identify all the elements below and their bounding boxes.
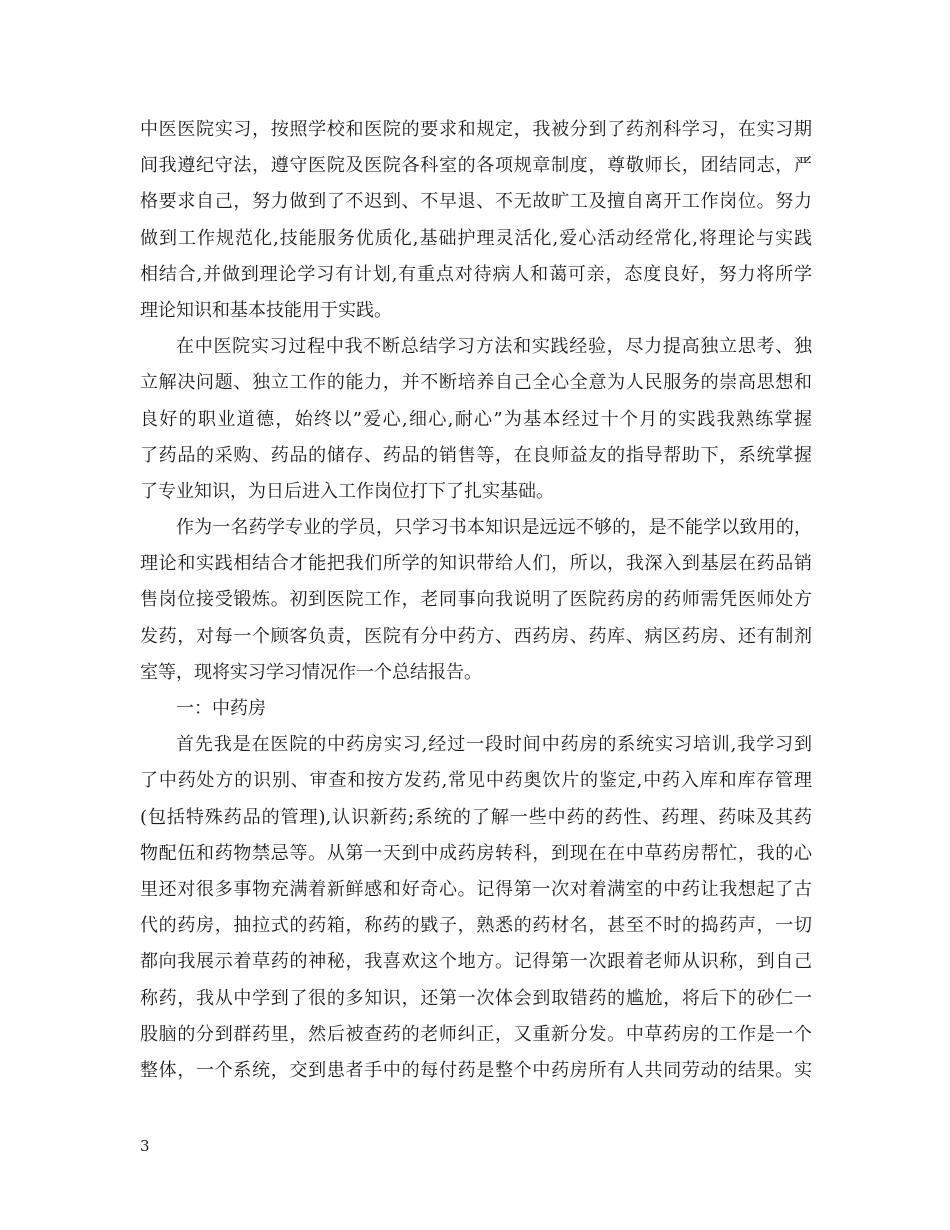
section-heading: 一：中药房 <box>176 698 266 719</box>
text-line: 代的药房，抽拉式的药箱，称药的戥子，熟悉的药材名，甚至不时的捣药声，一切 <box>140 915 812 937</box>
text-line: 相结合,并做到理论学习有计划,有重点对待病人和蔼可亲，态度良好，努力将所学 <box>140 263 812 285</box>
text-line: 物配伍和药物禁忌等。从第一天到中成药房转科，到现在在中草药房帮忙，我的心 <box>140 842 812 864</box>
text-line: 了专业知识，为日后进入工作岗位打下了扎实基础。 <box>140 480 554 502</box>
text-line: 格要求自己，努力做到了不迟到、不早退、不无故旷工及擅自离开工作岗位。努力 <box>140 191 812 213</box>
text-line: 立解决问题、独立工作的能力，并不断培养自己全心全意为人民服务的崇高思想和 <box>140 372 812 394</box>
text-line: (包括特殊药品的管理),认识新药;系统的了解一些中药的药性、药理、药味及其药 <box>140 806 812 828</box>
text-line: 了中药处方的识别、审查和按方发药,常见中药奥饮片的鉴定,中药入库和库存管理 <box>140 770 812 792</box>
text-line: 理论和实践相结合才能把我们所学的知识带给人们，所以，我深入到基层在药品销 <box>140 553 812 575</box>
text-line: 了药品的采购、药品的储存、药品的销售等，在良师益友的指导帮助下，系统掌握 <box>140 444 812 466</box>
text-line: 发药，对每一个顾客负责，医院有分中药方、西药房、药库、病区药房、还有制剂 <box>140 625 812 647</box>
text-line: 理论知识和基本技能用于实践。 <box>140 299 392 321</box>
text-line: 间我遵纪守法，遵守医院及医院各科室的各项规章制度，尊敬师长，团结同志，严 <box>140 155 812 177</box>
page-number: 3 <box>140 1137 150 1155</box>
text-line: 作为一名药学专业的学员，只学习书本知识是远远不够的，是不能学以致用的， <box>176 517 812 539</box>
text-line: 都向我展示着草药的神秘，我喜欢这个地方。记得第一次跟着老师从识称，到自己 <box>140 951 812 973</box>
text-line: 良好的职业道德，始终以”爱心,细心,耐心”为基本经过十个月的实践我熟练掌握 <box>140 408 812 430</box>
text-line: 售岗位接受锻炼。初到医院工作，老同事向我说明了医院药房的药师需凭医师处方 <box>140 589 812 611</box>
text-line: 室等，现将实习学习情况作一个总结报告。 <box>140 661 482 683</box>
body-text <box>140 112 812 1089</box>
text-line: 股脑的分到群药里，然后被查药的老师纠正，又重新分发。中草药房的工作是一个 <box>140 1023 812 1045</box>
text-line: 整体，一个系统，交到患者手中的每付药是整个中药房所有人共同劳动的结果。实 <box>140 1059 812 1081</box>
text-line: 首先我是在医院的中药房实习,经过一段时间中药房的系统实习培训,我学习到 <box>176 734 812 756</box>
text-line: 在中医院实习过程中我不断总结学习方法和实践经验，尽力提高独立思考、独 <box>176 336 812 358</box>
text-line: 里还对很多事物充满着新鲜感和好奇心。记得第一次对着满室的中药让我想起了古 <box>140 878 812 900</box>
text-line: 中医医院实习，按照学校和医院的要求和规定，我被分到了药剂科学习，在实习期 <box>140 119 812 140</box>
text-line: 做到工作规范化,技能服务优质化,基础护理灵活化,爱心活动经常化,将理论与实践 <box>140 227 812 249</box>
text-line: 称药，我从中学到了很的多知识，还第一次体会到取错药的尴尬，将后下的砂仁一 <box>140 987 812 1009</box>
